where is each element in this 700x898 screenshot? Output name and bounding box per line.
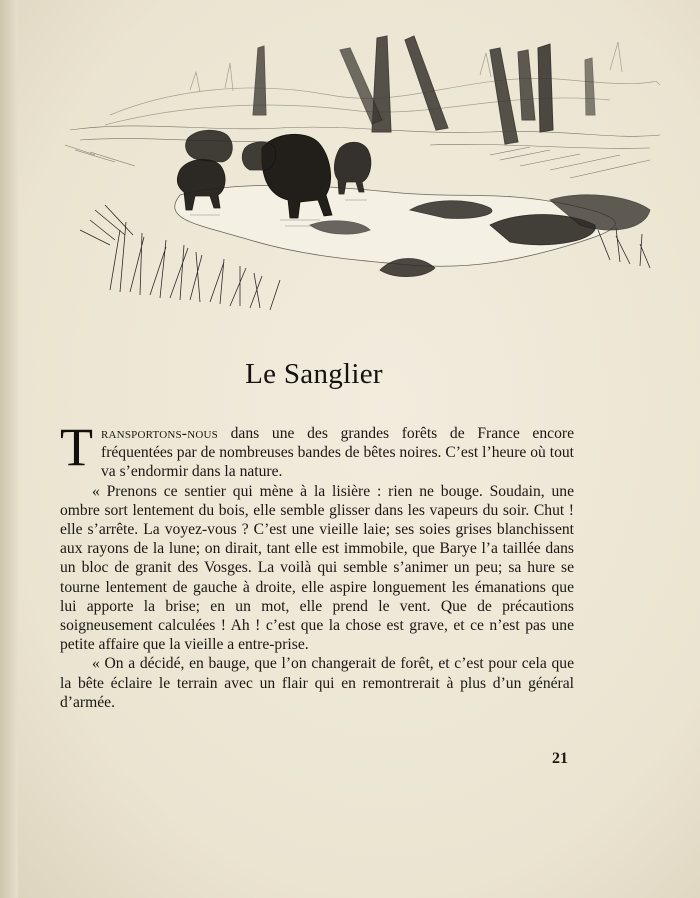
- body-text: [60, 417, 574, 712]
- drop-cap: T: [60, 417, 93, 477]
- page-number: 21: [552, 750, 568, 767]
- page-gutter: [0, 0, 18, 898]
- paragraph-3: « On a décidé, en bauge, que l’on changerait de forêt, et c’est pour cela que la bête éclaire le terrain avec un flair qui en remontrerait à plus d’un général d’armée.: [60, 655, 574, 711]
- opening-smallcaps: ransportons-nous: [101, 425, 218, 442]
- paragraph-2: « Prenons ce sentier qui mène à la lisière : rien ne bouge. Soudain, une ombre sort lentement du bois, elle semble glisser dans les vapeurs du soir. Chut ! elle s’arrête. La voyez-vous ? C’est une vieille laie; ses soies grises blanchissent aux rayons de la lune; on dirait, tant elle est immobile, que Barye l’a taillée dans un bloc de granit des Vosges. La voilà qui semble s’animer un peu; sa hure se tourne lentement de gauche à droite, elle aspire longuement les émanations que lui apporte la brise; en un mot, elle prend le vent. Que de précautions soigneusement calculées ! Ah ! c’est que la chose est grave, et ce n’est pas une petite affaire que la vieille a entre-prise.: [60, 482, 574, 654]
- page-title: Le Sanglier: [245, 358, 383, 390]
- paragraph-1-text: dans une des grandes forêts de France encore fréquentées par de nombreuses bandes de bêtes noires. C’est l’heure où tout va s’endormir dans la nature.: [101, 425, 574, 481]
- paragraph-1: [60, 417, 574, 482]
- wild-boars-sketch-icon: [50, 20, 665, 330]
